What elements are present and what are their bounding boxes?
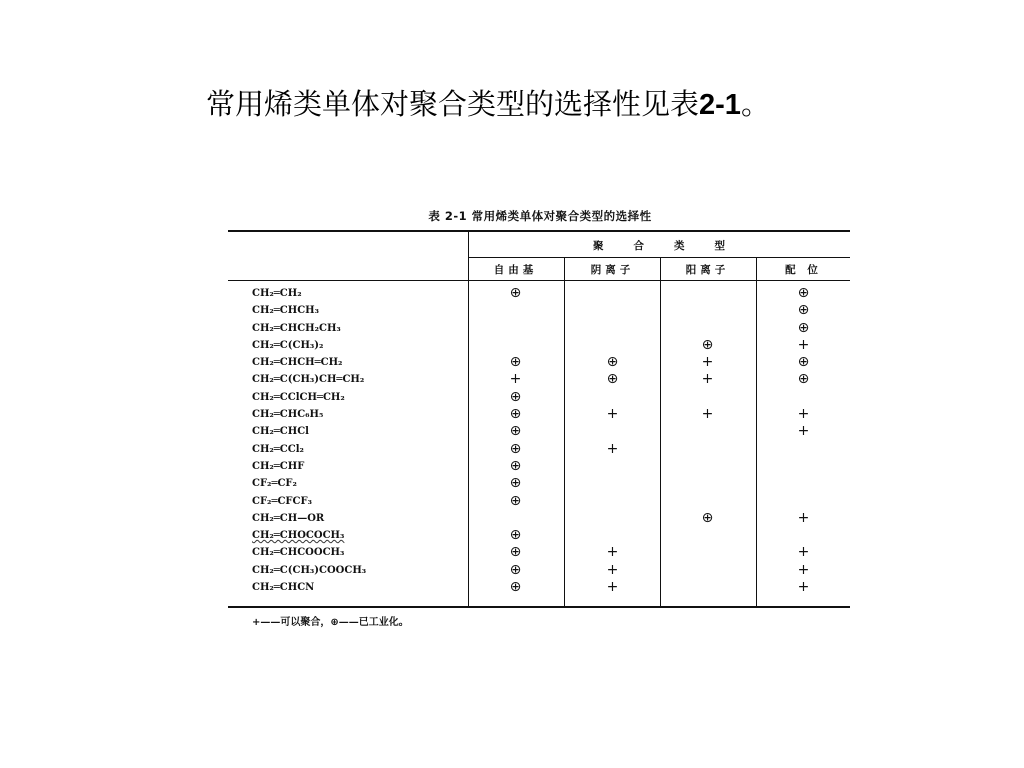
polymerization-mark: ⊕	[797, 371, 810, 388]
polymerization-mark: +	[606, 579, 619, 596]
polymerization-mark: ⊕	[509, 388, 522, 405]
polymerization-mark: +	[797, 336, 810, 353]
table-row	[228, 510, 850, 527]
monomer-formula: CH₂═C(CH₃)₂	[252, 339, 324, 351]
monomer-formula: CH₂═CHF	[252, 460, 305, 472]
table-row	[228, 562, 850, 579]
polymerization-mark: ⊕	[701, 336, 714, 353]
polymerization-mark: ⊕	[509, 544, 522, 561]
table-row	[228, 320, 850, 337]
polymerization-mark: ⊕	[509, 492, 522, 509]
polymerization-mark: ⊕	[797, 302, 810, 319]
column-header-coordination: 配 位	[785, 264, 822, 276]
column-header-anionic: 阴离子	[590, 264, 635, 276]
polymerization-mark: ⊕	[797, 285, 810, 301]
polymerization-mark: +	[701, 354, 714, 371]
monomer-formula: CH₂═CHCH═CH₂	[252, 357, 343, 369]
polymerization-mark: +	[797, 544, 810, 561]
polymerization-mark: ⊕	[509, 579, 522, 596]
polymerization-mark: ⊕	[701, 509, 714, 526]
monomer-formula: CF₂═CF₂	[252, 478, 297, 490]
monomer-formula: CH₂═CH—OR	[252, 512, 325, 524]
polymerization-mark: ⊕	[797, 319, 810, 336]
table-bottom-rule	[228, 606, 850, 608]
polymerization-mark: ⊕	[509, 406, 522, 423]
polymerization-mark: ⊕	[509, 440, 522, 457]
table-row	[228, 423, 850, 440]
table-row	[228, 302, 850, 319]
table-row	[228, 337, 850, 354]
column-header-radical: 自由基	[493, 264, 538, 276]
monomer-formula: CH₂═CClCH═CH₂	[252, 391, 345, 403]
table-row	[228, 406, 850, 423]
polymerization-mark: +	[701, 406, 714, 423]
monomer-formula: CH₂═CHC₆H₅	[252, 409, 324, 421]
scanned-table	[228, 205, 852, 635]
table-row	[228, 527, 850, 544]
monomer-formula: CH₂═CHCH₃	[252, 305, 320, 317]
table-row	[228, 458, 850, 475]
table-row	[228, 371, 850, 388]
polymerization-mark: ⊕	[509, 285, 522, 301]
polymerization-mark: +	[606, 406, 619, 423]
polymerization-mark: +	[509, 371, 522, 388]
polymerization-mark: +	[606, 440, 619, 457]
monomer-formula: CH₂═C(CH₃)COOCH₃	[252, 564, 367, 576]
polymerization-mark: +	[606, 561, 619, 578]
table-row	[228, 285, 850, 302]
table-row	[228, 441, 850, 458]
monomer-formula: CH₂═C(CH₃)CH═CH₂	[252, 374, 365, 386]
table-row	[228, 544, 850, 561]
table-legend: +——可以聚合，⊕——已工业化。	[252, 617, 409, 628]
polymerization-mark: ⊕	[509, 475, 522, 492]
monomer-formula: CH₂═CCl₂	[252, 443, 304, 455]
polymerization-mark: ⊕	[606, 354, 619, 371]
header-divider	[468, 257, 850, 258]
polymerization-mark: +	[797, 509, 810, 526]
table-reference: 2-1	[699, 89, 741, 121]
monomer-formula: CH₂═CHCN	[252, 582, 315, 594]
monomer-formula: CH₂═CHCOOCH₃	[252, 547, 345, 559]
table-top-rule	[228, 230, 850, 232]
table-row	[228, 354, 850, 371]
polymerization-mark: +	[606, 544, 619, 561]
polymerization-mark: ⊕	[606, 371, 619, 388]
polymerization-mark: +	[701, 371, 714, 388]
table-caption: 表 2-1 常用烯类单体对聚合类型的选择性	[428, 209, 652, 223]
polymerization-mark: ⊕	[509, 354, 522, 371]
polymerization-mark: ⊕	[509, 527, 522, 544]
group-header: 聚合类型	[593, 240, 755, 252]
table-row	[228, 493, 850, 510]
polymerization-mark: +	[797, 579, 810, 596]
polymerization-mark: +	[797, 423, 810, 440]
polymerization-mark: +	[797, 561, 810, 578]
slide-title-end: 。	[740, 87, 770, 121]
polymerization-mark: ⊕	[509, 561, 522, 578]
monomer-formula: CF₂═CFCF₃	[252, 495, 312, 507]
polymerization-mark: ⊕	[509, 457, 522, 474]
table-row	[228, 389, 850, 406]
monomer-formula: CH₂═CHCH₂CH₃	[252, 322, 341, 334]
monomer-formula: CH₂═CHOCOCH₃	[252, 530, 345, 542]
column-header-cationic: 阳离子	[685, 264, 730, 276]
polymerization-mark: ⊕	[509, 423, 522, 440]
table-row	[228, 475, 850, 492]
table-body	[228, 285, 850, 596]
monomer-formula: CH₂═CH₂	[252, 288, 302, 299]
monomer-formula: CH₂═CHCl	[252, 426, 309, 438]
polymerization-mark: ⊕	[797, 354, 810, 371]
slide-title	[206, 82, 770, 123]
table-row	[228, 579, 850, 596]
slide-title-text: 常用烯类单体对聚合类型的选择性见表	[206, 87, 700, 121]
polymerization-mark: +	[797, 406, 810, 423]
